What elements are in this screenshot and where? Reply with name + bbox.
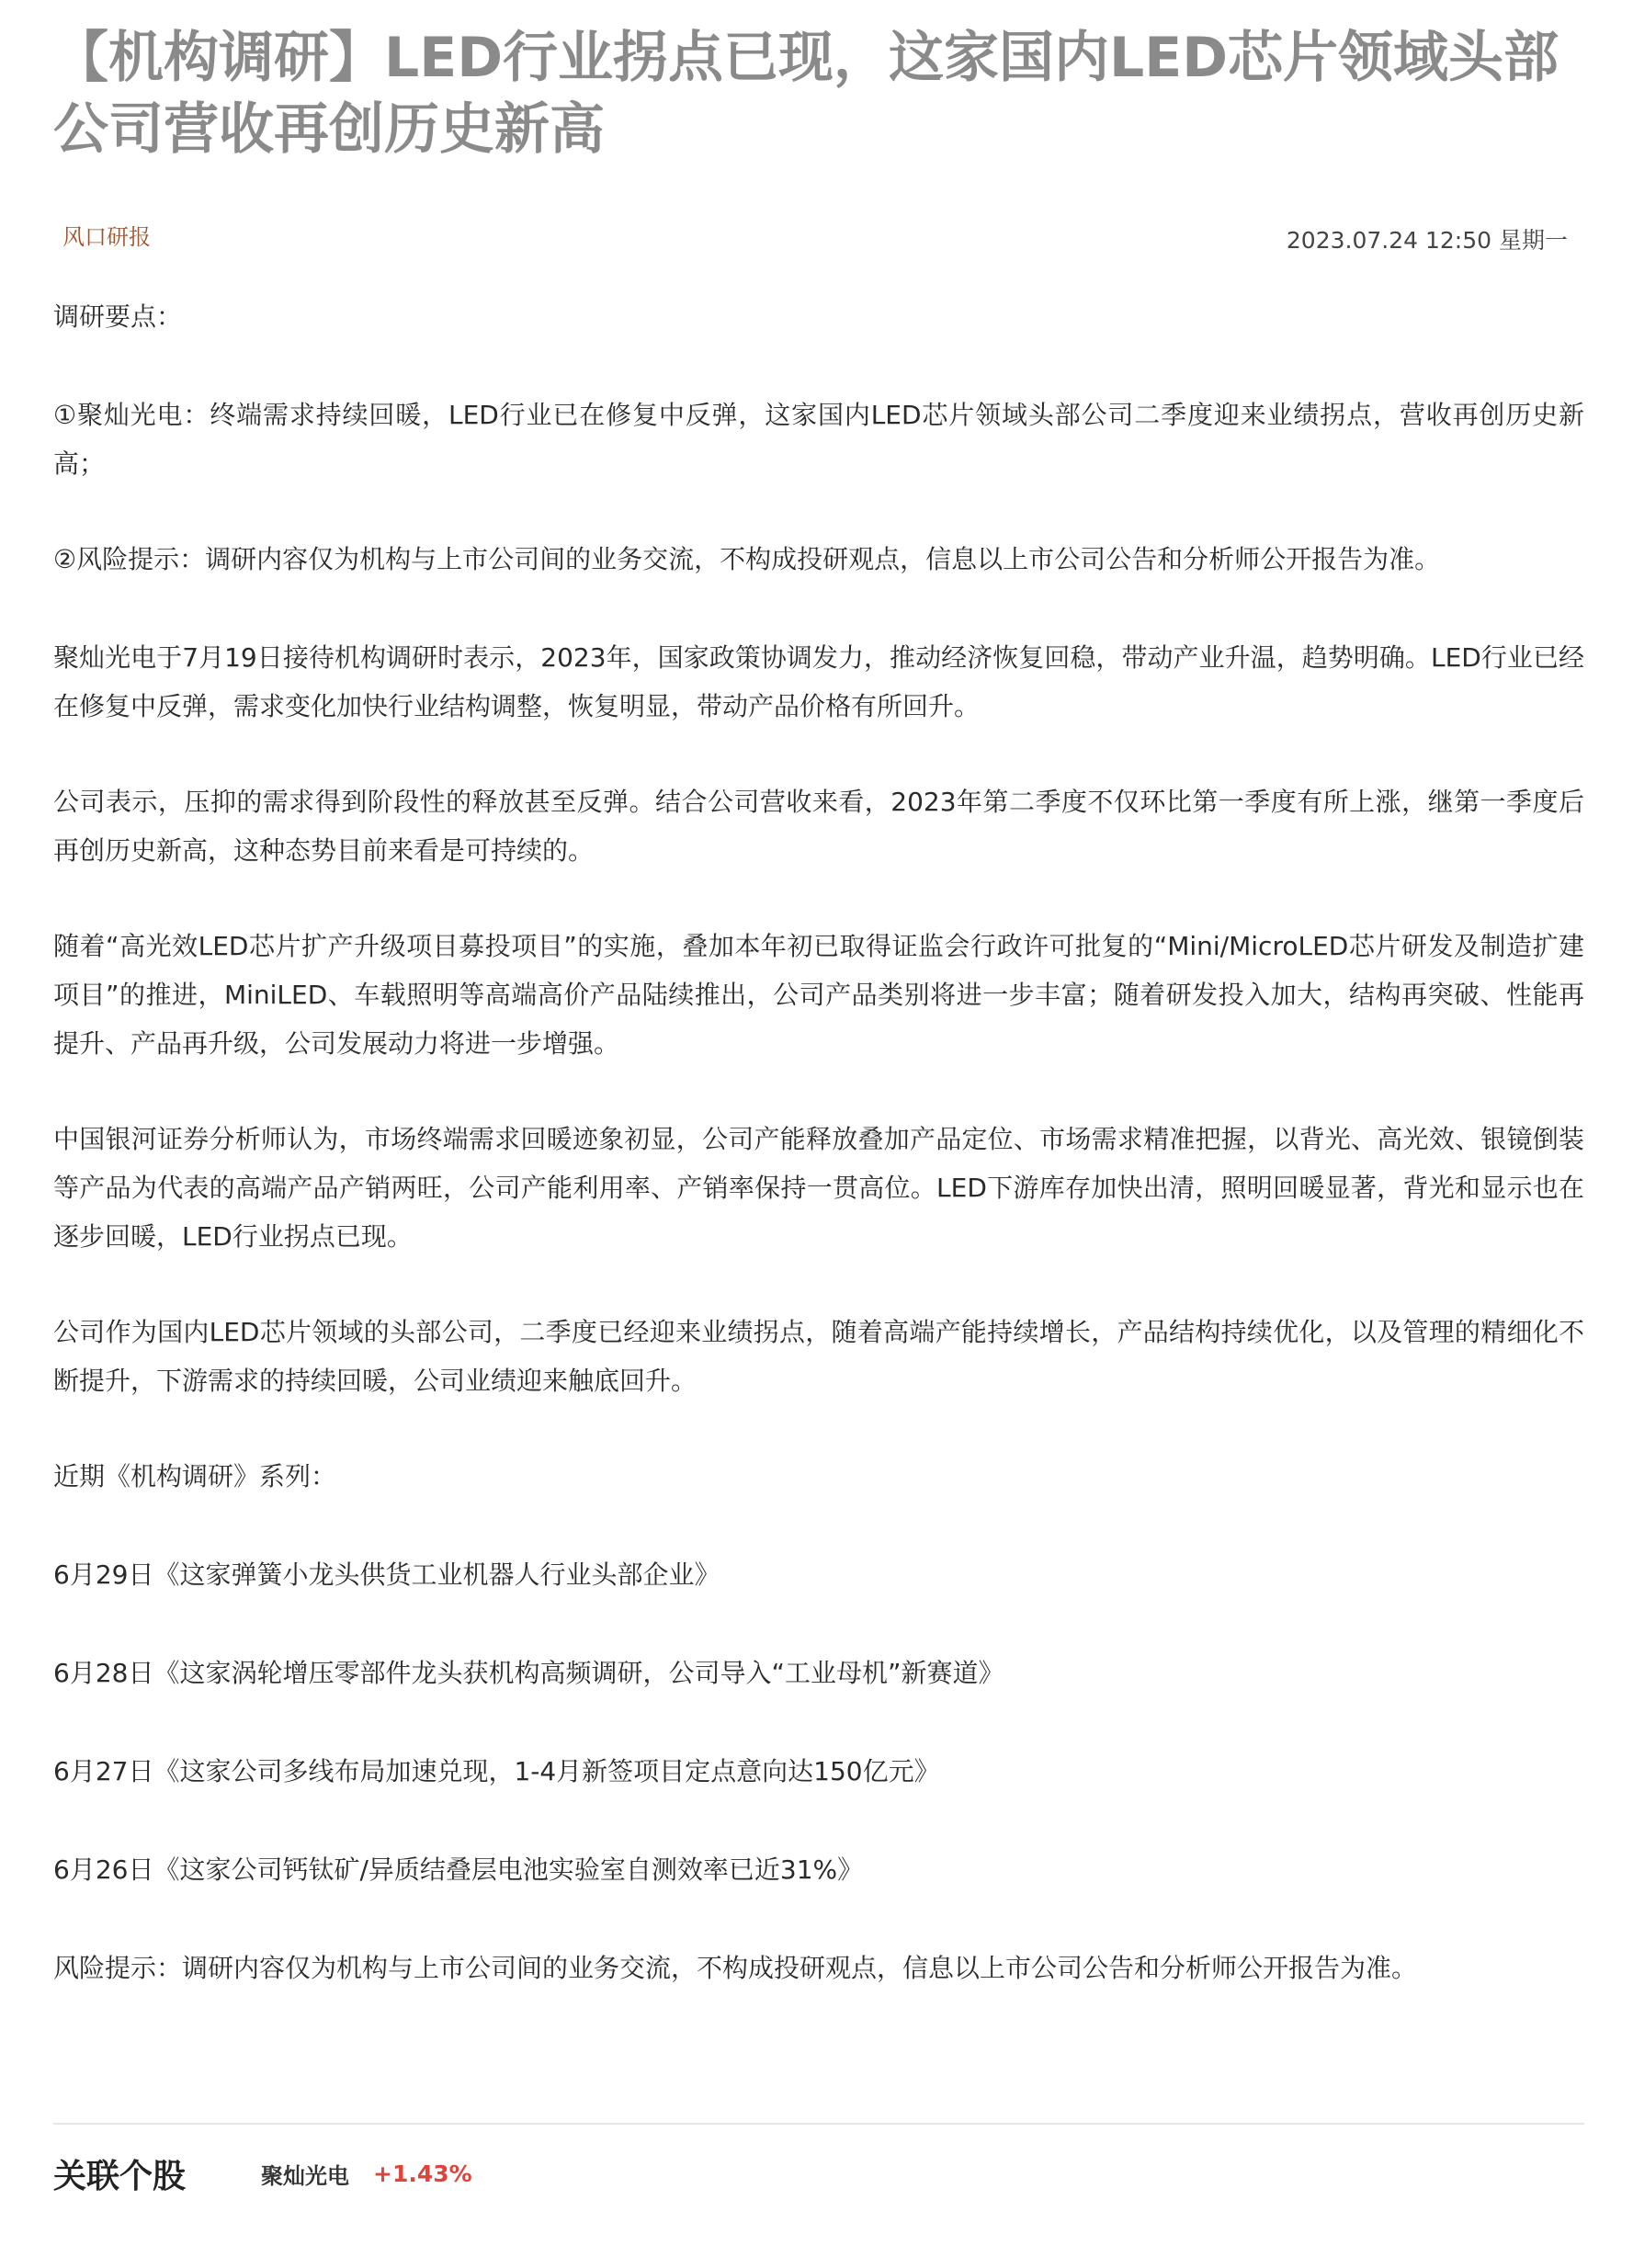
article bbox=[53, 0, 1584, 2042]
paragraph-key-points-heading: 调研要点： bbox=[53, 301, 183, 332]
article-meta bbox=[53, 208, 1584, 281]
stock-change-percent: +1.43% bbox=[373, 2160, 472, 2187]
paragraph: 聚灿光电于7月19日接待机构调研时表示，2023年，国家政策协调发力，推动经济恢复回稳，带动产业升温，趋势明确。LED行业已经在修复中反弹，需求变化加快行业结构调整，恢复明显，带动产品价格有所回升。 bbox=[53, 642, 1584, 721]
risk-disclaimer: 风险提示：调研内容仅为机构与上市公司间的业务交流，不构成投研观点，信息以上市公司公告和分析师公开报告为准。 bbox=[53, 1953, 1418, 1983]
series-link-item[interactable]: 6月29日《这家弹簧小龙头供货工业机器人行业头部企业》 bbox=[53, 1559, 720, 1590]
article-source[interactable]: 风口研报 bbox=[62, 224, 151, 250]
related-stocks bbox=[53, 2146, 472, 2201]
series-link-item[interactable]: 6月27日《这家公司多线布局加速兑现，1-4月新签项目定点意向达150亿元》 bbox=[53, 1756, 940, 1786]
paragraph: 公司作为国内LED芯片领域的头部公司，二季度已经迎来业绩拐点，随着高端产能持续增长，产品结构持续优化，以及管理的精细化不断提升，下游需求的持续回暖，公司业绩迎来触底回升。 bbox=[53, 1317, 1584, 1396]
stock-name-link[interactable]: 聚灿光电 bbox=[261, 2162, 350, 2189]
paragraph-key-point-1: ①聚灿光电：终端需求持续回暖，LED行业已在修复中反弹，这家国内LED芯片领域头部公司二季度迎来业绩拐点，营收再创历史新高； bbox=[53, 400, 1584, 479]
series-link-item[interactable]: 6月28日《这家涡轮增压零部件龙头获机构高频调研，公司导入“工业母机”新赛道》 bbox=[53, 1658, 1004, 1688]
paragraph: 公司表示，压抑的需求得到阶段性的释放甚至反弹。结合公司营收来看，2023年第二季度不仅环比第一季度有所上涨，继第一季度后再创历史新高，这种态势目前来看是可持续的。 bbox=[53, 787, 1584, 866]
paragraph: 中国银河证券分析师认为，市场终端需求回暖迹象初显，公司产能释放叠加产品定位、市场需求精准把握，以背光、高光效、银镜倒装等产品为代表的高端产品产销两旺，公司产能利用率、产销率保持一贯高位。LED下游库存加快出清，照明回暖显著，背光和显示也在逐步回暖，LED行业拐点已现。 bbox=[53, 1124, 1584, 1252]
paragraph-key-point-2: ②风险提示：调研内容仅为机构与上市公司间的业务交流，不构成投研观点，信息以上市公司公告和分析师公开报告为准。 bbox=[53, 544, 1441, 574]
related-stocks-title: 关联个股 bbox=[53, 2157, 187, 2195]
article-body bbox=[53, 292, 1584, 1992]
paragraph: 随着“高光效LED芯片扩产升级项目募投项目”的实施，叠加本年初已取得证监会行政许可批复的“Mini/MicroLED芯片研发及制造扩建项目”的推进，MiniLED、车载照明等高端高价产品陆续推出，公司产品类别将进一步丰富；随着研发投入加大，结构再突破、性能再提升、产品再升级，公司发展动力将进一步增强。 bbox=[53, 931, 1584, 1059]
series-heading: 近期《机构调研》系列： bbox=[53, 1461, 337, 1491]
series-link-item[interactable]: 6月26日《这家公司钙钛矿/异质结叠层电池实验室自测效率已近31%》 bbox=[53, 1854, 864, 1885]
section-divider bbox=[53, 2123, 1584, 2125]
article-datetime: 2023.07.24 12:50 星期一 bbox=[1286, 227, 1568, 254]
article-title: 【机构调研】LED行业拐点已现，这家国内LED芯片领域头部公司营收再创历史新高 bbox=[53, 26, 1559, 162]
